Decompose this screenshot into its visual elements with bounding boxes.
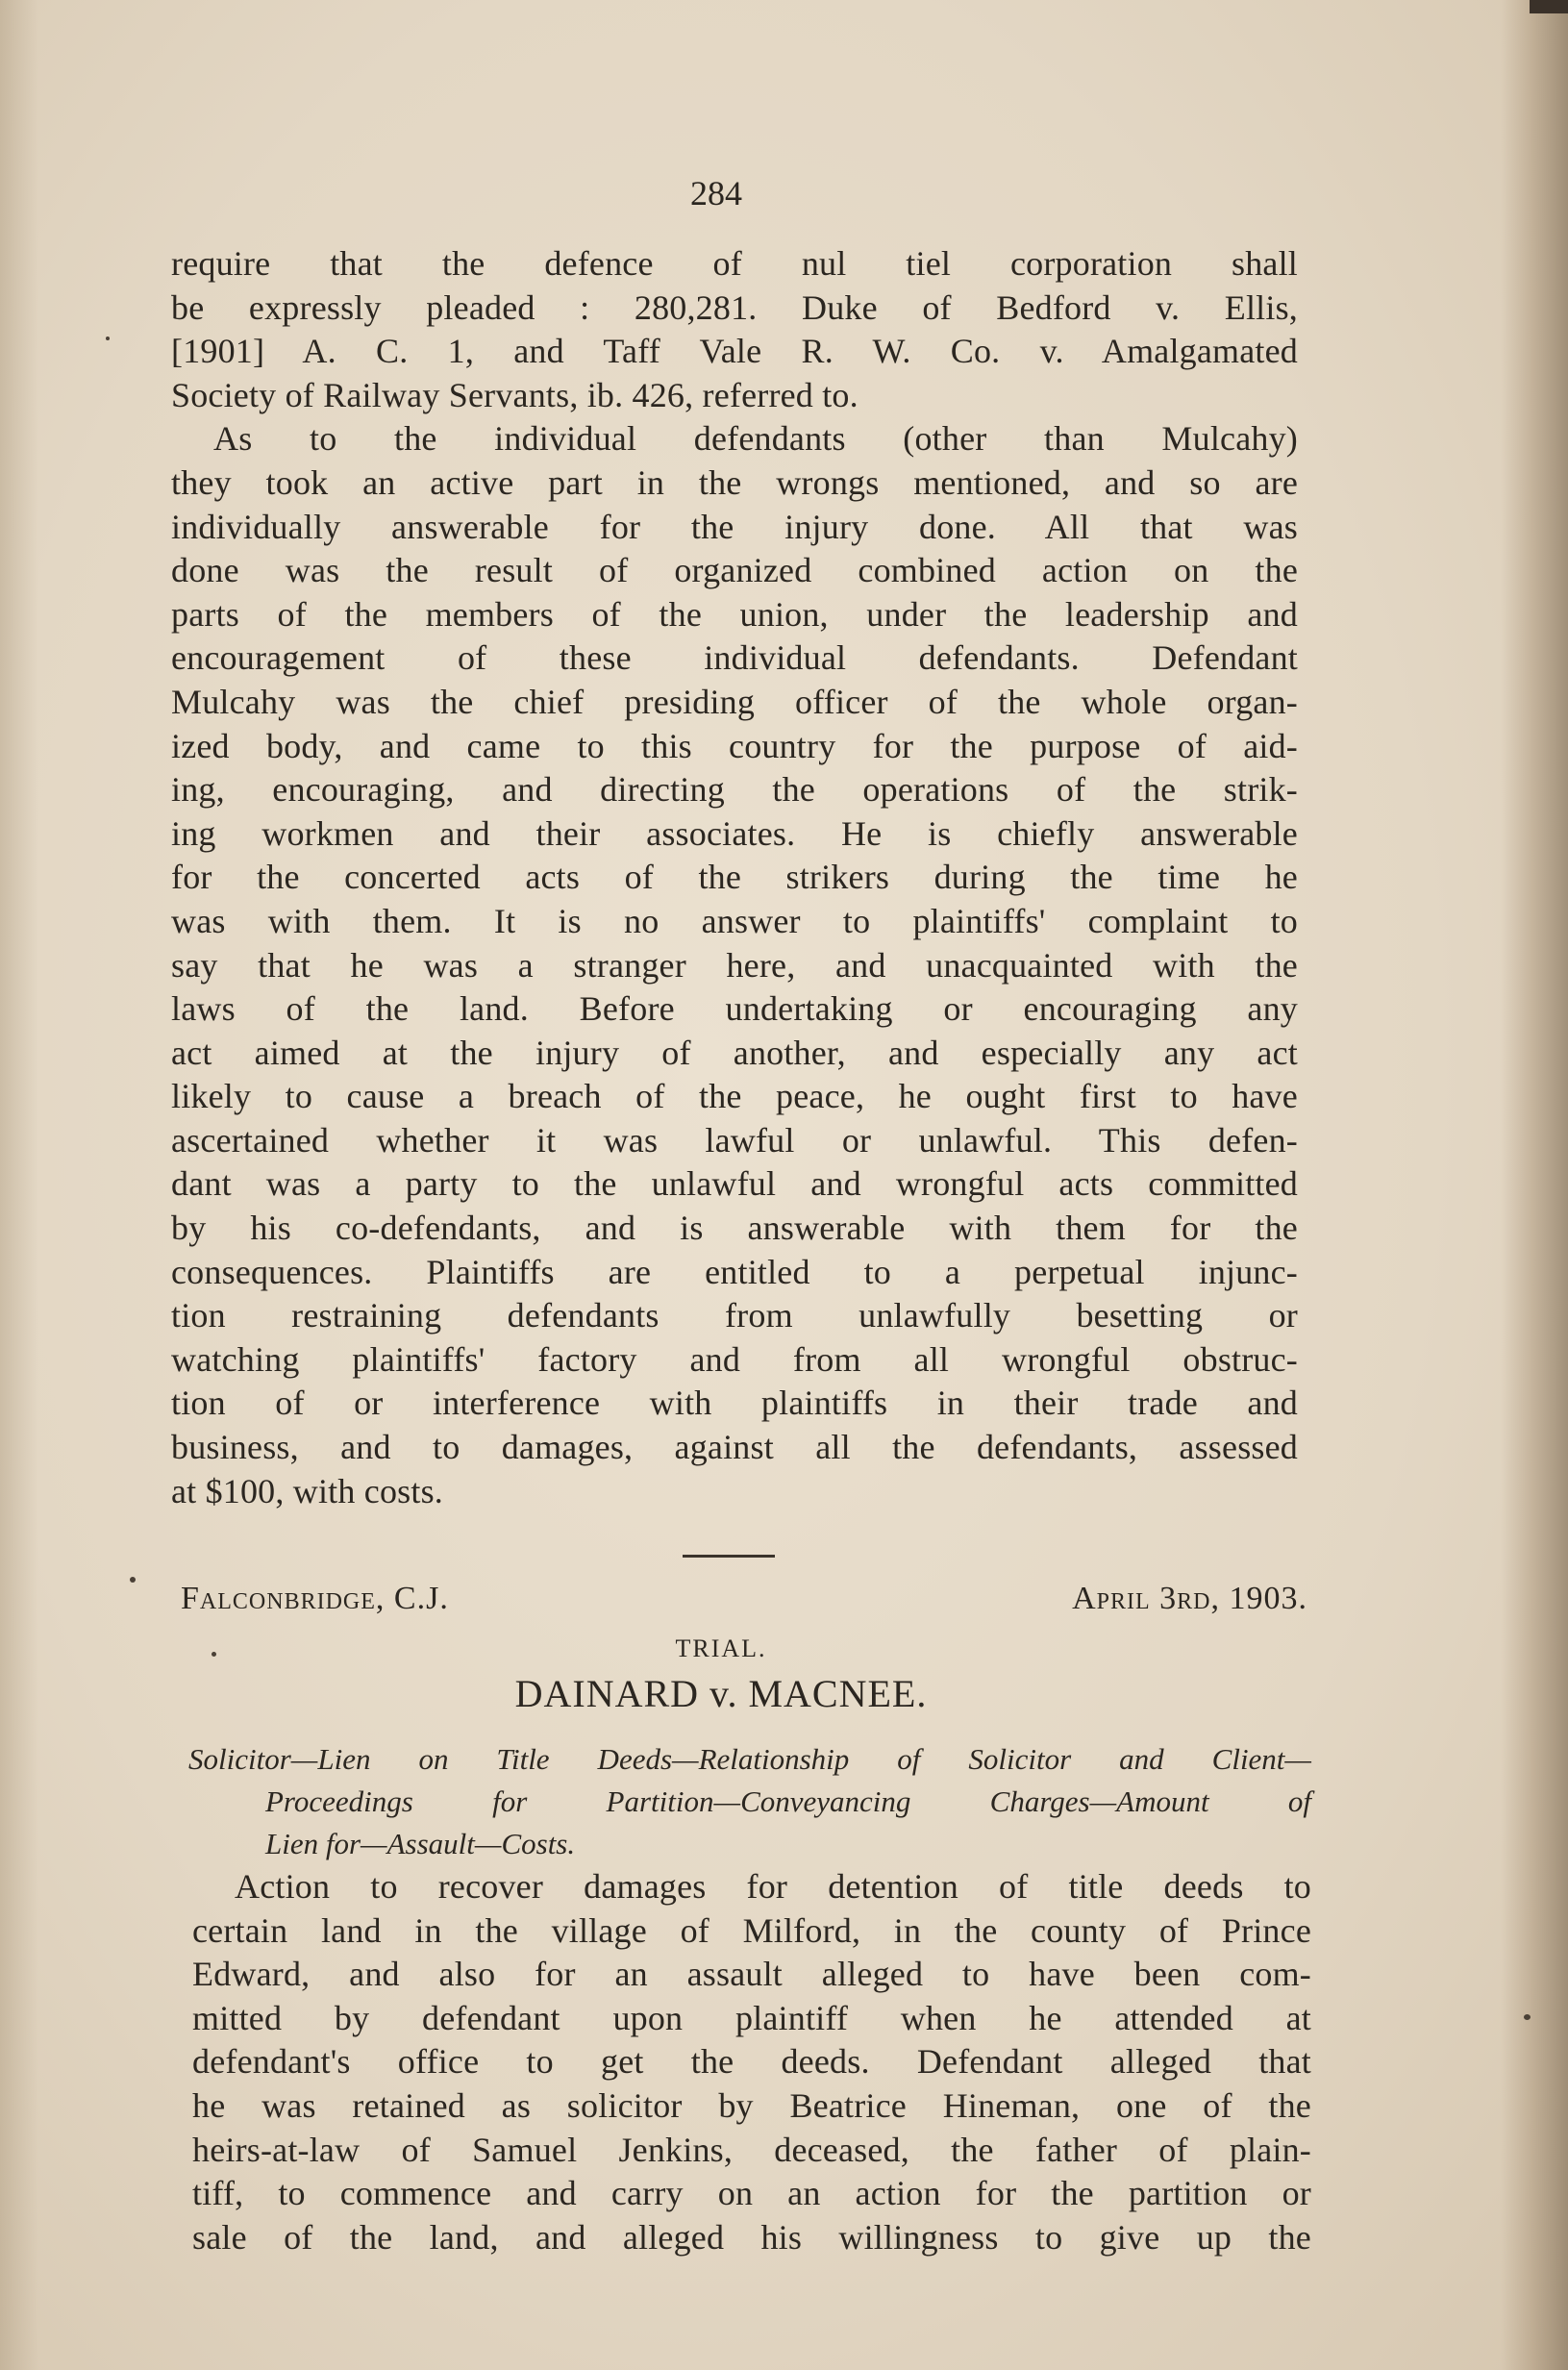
text-line: Society of Railway Servants, ib. 426, referred to. [171, 375, 859, 414]
text-line: tiff, to commence and carry on an action for the partition or [192, 2174, 1311, 2213]
text-line: certain land in the village of Milford, in the county of Prince [192, 1910, 1311, 1950]
text-line: be expressly pleaded : 280,281. Duke of Bedford v. Ellis, [171, 287, 1298, 327]
paper-speck [212, 1652, 216, 1657]
text-line: laws of the land. Before undertaking or encouraging any [171, 989, 1298, 1029]
text-line: for the concerted acts of the strikers during the time he [171, 858, 1298, 897]
judgment-date: April 3rd, 1903. [1072, 1581, 1307, 1616]
text-line: ized body, and came to this country for the purpose of aid- [171, 726, 1298, 765]
section-divider [683, 1555, 775, 1558]
proceeding-type: TRIAL. [675, 1634, 767, 1662]
text-line: heirs-at-law of Samuel Jenkins, deceased, the father of plain- [192, 2130, 1311, 2169]
case-title: DAINARD v. MACNEE. [514, 1672, 928, 1715]
text-line: [1901] A. C. 1, and Taff Vale R. W. Co. v. Amalgamated [171, 332, 1298, 371]
paper-speck [1524, 2014, 1531, 2020]
text-line: done was the result of organized combined action on the [171, 551, 1298, 590]
headnote [188, 1738, 1311, 1865]
text-line: As to the individual defendants (other than Mulcahy) [213, 419, 1298, 459]
text-line: was with them. It is no answer to plaintiffs' complaint to [171, 901, 1298, 940]
text-line: likely to cause a breach of the peace, he ought first to have [171, 1077, 1298, 1116]
text-line: consequences. Plaintiffs are entitled to a perpetual injunc- [171, 1252, 1298, 1291]
paragraph [171, 242, 1298, 417]
text-line: by his co-defendants, and is answerable with them for the [171, 1209, 1298, 1248]
judge-name: Falconbridge, C.J. [181, 1581, 449, 1616]
text-line: act aimed at the injury of another, and especially any act [171, 1033, 1298, 1072]
paper-speck [130, 1577, 136, 1583]
text-line: ing workmen and their associates. He is chiefly answerable [171, 813, 1298, 853]
text-line: parts of the members of the union, under the leadership and [171, 594, 1298, 634]
page-number: 284 [690, 174, 742, 212]
text-line: tion of or interference with plaintiffs in their trade and [171, 1384, 1298, 1423]
page-left-shadow [0, 0, 38, 2370]
text-line: Edward, and also for an assault alleged to have been com- [192, 1955, 1311, 1994]
binding-corner [1530, 0, 1568, 13]
text-line: ascertained whether it was lawful or unlawful. This defen- [171, 1120, 1298, 1160]
judgment-text [171, 242, 1298, 1513]
text-line: ing, encouraging, and directing the operations of the strik- [171, 770, 1298, 810]
text-line: individually answerable for the injury done. All that was [171, 507, 1298, 546]
headnote-line: Solicitor—Lien on Title Deeds—Relationship of Solicitor and Client— [188, 1742, 1311, 1776]
text-line: defendant's office to get the deeds. Defendant alleged that [192, 2042, 1311, 2082]
text-line: dant was a party to the unlawful and wrongful acts committed [171, 1164, 1298, 1204]
headnote-line: Proceedings for Partition—Conveyancing Charges—Amount of [265, 1784, 1311, 1818]
text-line: business, and to damages, against all the defendants, assessed [171, 1428, 1298, 1467]
page-right-edge [1501, 0, 1568, 2370]
text-line: they took an active part in the wrongs mentioned, and so are [171, 462, 1298, 502]
text-line: encouragement of these individual defendants. Defendant [171, 638, 1298, 678]
case-header [181, 1581, 1307, 1625]
case-statement [192, 1865, 1311, 2259]
text-line: tion restraining defendants from unlawfully besetting or [171, 1296, 1298, 1335]
text-line: mitted by defendant upon plaintiff when he attended at [192, 1998, 1311, 2037]
text-line: sale of the land, and alleged his willingness to give up the [192, 2217, 1311, 2257]
text-line: Mulcahy was the chief presiding officer of the whole organ- [171, 682, 1298, 721]
text-line: watching plaintiffs' factory and from all wrongful obstruc- [171, 1339, 1298, 1379]
text-line: require that the defence of nul tiel corporation shall [171, 244, 1298, 283]
text-line: he was retained as solicitor by Beatrice Hineman, one of the [192, 2085, 1311, 2125]
paragraph [171, 417, 1298, 1513]
headnote-line: Lien for—Assault—Costs. [265, 1827, 576, 1860]
text-line: say that he was a stranger here, and unacquainted with the [171, 945, 1298, 985]
text-line: at $100, with costs. [171, 1471, 443, 1510]
paper-speck [106, 337, 110, 340]
text-line: Action to recover damages for detention of title deeds to [235, 1867, 1311, 1906]
